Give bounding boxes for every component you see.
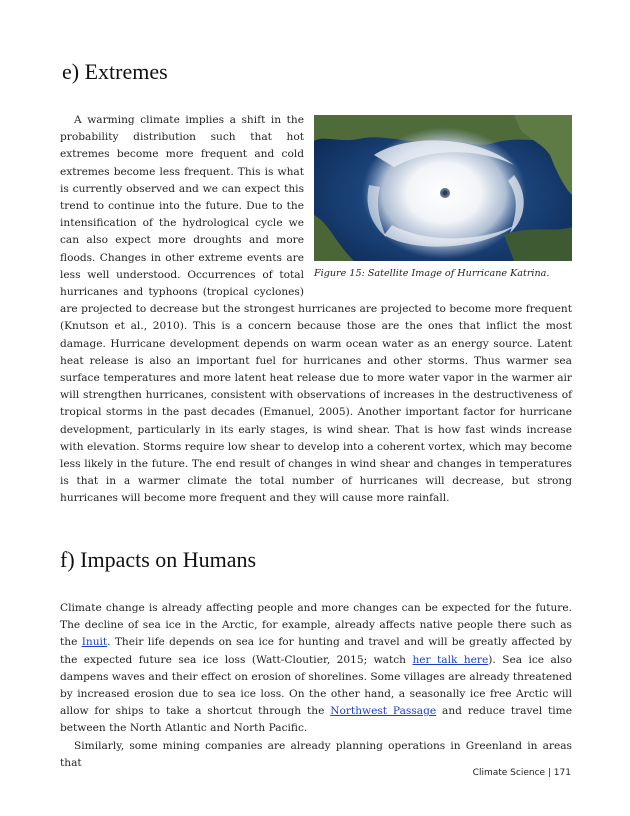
text-span: ). Sea ice also dampens waves and their effect on erosion of shorelines. Some villages are already threatened by increased erosion due to sea ice loss. On the other hand, a seasonally ice free Arctic will allow for ships to take a shortcut through the: [60, 653, 572, 718]
page-footer: Climate Science | 171: [472, 768, 571, 778]
her-talk-link[interactable]: her talk here: [412, 653, 489, 666]
section-heading-extremes: e) Extremes: [62, 59, 168, 84]
text-span: Climate change is already affecting people and more changes can be expected for the future. The decline of sea ice in the Arctic, for example, already affects native people there such as the: [60, 602, 572, 649]
extremes-section: [60, 112, 572, 508]
impacts-paragraph-2: Similarly, some mining companies are already planning operations in Greenland in areas that: [60, 739, 572, 769]
hurricane-figure: [314, 115, 572, 282]
figure-caption: Figure 15: Satellite Image of Hurricane Katrina.: [314, 268, 550, 279]
section-heading-impacts: f) Impacts on Humans: [60, 547, 257, 572]
text-span: and reduce travel time between the North Atlantic and North Pacific.: [60, 705, 572, 735]
northwest-passage-link[interactable]: Northwest Passage: [330, 705, 437, 718]
impacts-paragraph-1: [60, 600, 572, 738]
impacts-section: [60, 600, 572, 772]
hurricane-katrina-satellite-image: [314, 115, 572, 261]
inuit-link[interactable]: Inuit: [81, 636, 108, 649]
extremes-paragraph: A warming climate implies a shift in the probability distribution such that hot extremes become more frequent and cold extremes become less frequent. This is what is currently observed and we can expect this trend to continue into the future. Due to the intensification of the hydrological cycle we can also expect more droughts and more floods. Changes in other extreme events are less well understood. Occurrences of total hurricanes and typhoons (tropical cyclones) are projected to decrease but the strongest hurricanes are projected to become more frequent (Knutson et al., 2010). This is a concern because those are the ones that inflict the most damage. Hurricane development depends on warm ocean water as an energy source. Latent heat release is also an important fuel for hurricanes and other storms. Thus warmer sea surface temperatures and more latent heat release due to more water vapor in the warmer air will strengthen hurricanes, consistent with observations of increases in the destructiveness of tropical storms in the past decades (Emanuel, 2005). Another important factor for hurricane development, particularly in its early stages, is wind shear. That is how fast winds increase with elevation. Storms require low shear to develop into a coherent vortex, which may become less likely in the future. The end result of changes in wind shear and changes in temperatures is that in a warmer climate the total number of hurricanes will decrease, but strong hurricanes will become more frequent and they will cause more rainfall.: [60, 114, 572, 505]
text-span: . Their life depends on sea ice for hunting and travel and will be greatly affected by the expected future sea ice loss (Watt-Cloutier, 2015; watch: [60, 636, 572, 666]
